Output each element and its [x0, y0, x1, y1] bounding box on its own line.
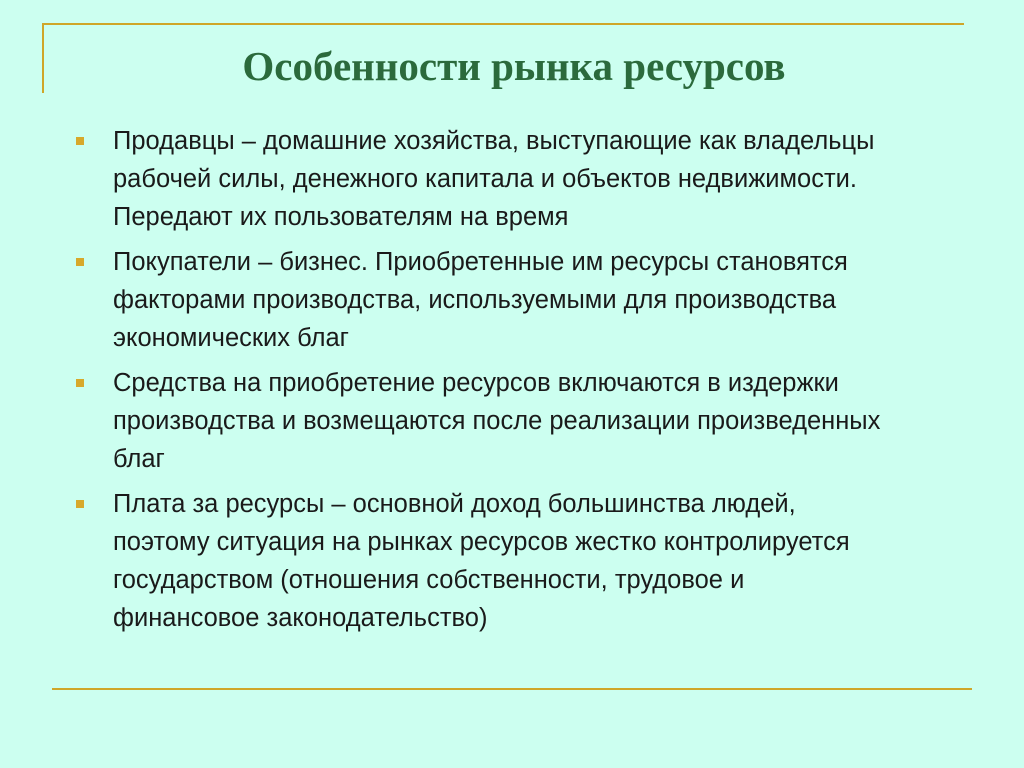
bullet-line: Средства на приобретение ресурсов включаются в издержки: [113, 369, 839, 397]
bullet-line: рабочей силы, денежного капитала и объектов недвижимости.: [113, 165, 857, 193]
bullet-item-payment: [72, 485, 982, 637]
bullet-line: благ: [113, 445, 165, 473]
bullet-list: [72, 122, 982, 644]
bullet-line: факторами производства, используемыми для производства: [113, 286, 837, 314]
slide-title: Особенности рынка ресурсов: [242, 43, 786, 89]
square-bullet-icon: [76, 379, 84, 387]
bullet-line: Плата за ресурсы – основной доход большинства людей,: [113, 490, 796, 518]
square-bullet-icon: [76, 258, 84, 266]
bullet-item-buyers: [72, 243, 982, 357]
bullet-line: Передают их пользователям на время: [113, 203, 569, 231]
frame-bottom-line: [52, 688, 972, 690]
bullet-item-sellers: [72, 122, 982, 236]
bullet-item-costs: [72, 364, 982, 478]
bullet-line: поэтому ситуация на рынках ресурсов жестко контролируется: [113, 528, 850, 556]
bullet-line: финансовое законодательство): [113, 604, 488, 632]
bullet-line: производства и возмещаются после реализации произведенных: [113, 407, 881, 435]
bullet-line: Продавцы – домашние хозяйства, выступающие как владельцы: [113, 127, 875, 155]
square-bullet-icon: [76, 137, 84, 145]
bullet-line: экономических благ: [113, 324, 349, 352]
bullet-line: государством (отношения собственности, трудовое и: [113, 566, 745, 594]
square-bullet-icon: [76, 500, 84, 508]
frame-top-line: [42, 23, 964, 25]
bullet-line: Покупатели – бизнес. Приобретенные им ресурсы становятся: [113, 248, 848, 276]
